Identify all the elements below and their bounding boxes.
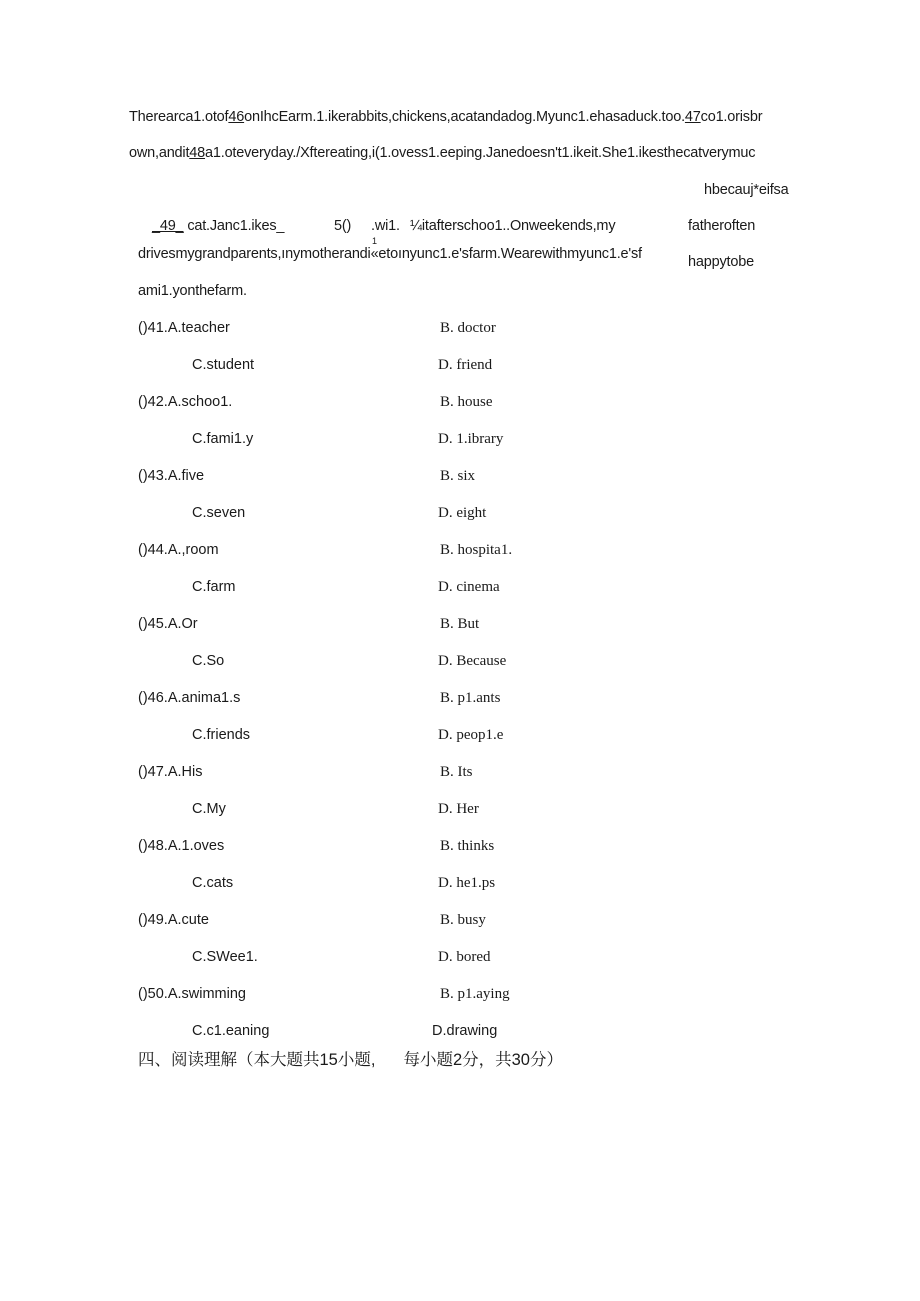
blank-46: 46 (228, 109, 245, 125)
question-45-b: B. But (440, 616, 480, 632)
blank-50: 5() (334, 218, 352, 234)
question-45-a: ()45.A.Or (138, 616, 198, 632)
question-47-b: B. Its (440, 764, 473, 780)
question-45-c: C.So (192, 653, 225, 669)
question-48-b: B. thinks (440, 838, 495, 854)
question-47-a: ()47.A.His (138, 764, 203, 780)
question-49-b: B. busy (440, 912, 486, 928)
passage-line-1: Therearca1.otof46onIhcEarm.1.ikerabbits,chickens,acatandadog.Myunc1.ehasaduck.too.47co1.orisbr (129, 109, 763, 125)
question-41-a: ()41.A.teacher (138, 320, 230, 336)
passage-line-4e: fatheroften (688, 218, 756, 234)
question-41-b: B. doctor (440, 320, 496, 336)
question-43-c: C.seven (192, 505, 246, 521)
passage-line-4c: .wi1. (371, 218, 400, 234)
question-47-c: C.My (192, 801, 226, 817)
question-43-b: B. six (440, 468, 476, 484)
question-46-b: B. p1.ants (440, 690, 501, 706)
stray-mark: 1 (372, 236, 378, 246)
question-50-d: D.drawing (432, 1023, 498, 1038)
question-42-a: ()42.A.schoo1. (138, 394, 233, 410)
question-43-a: ()43.A.five (138, 468, 205, 484)
question-50-c: C.c1.eaning (192, 1023, 270, 1038)
question-50-b: B. p1.aying (440, 986, 510, 1002)
question-47-d: D. Her (438, 801, 479, 817)
question-49-d: D. bored (438, 949, 491, 965)
question-44-c: C.farm (192, 579, 236, 595)
passage-line-5a: drivesmygrandparents,ınymotherandi«etoınyunc1.e'sfarm.Wearewithmyunc1.e'sf (138, 246, 642, 262)
passage-line-6: ami1.yonthefarm. (138, 283, 247, 299)
question-43-d: D. eight (438, 505, 487, 521)
passage-line-4d: ¼itafterschoo1..Onweekends,my (410, 218, 616, 234)
question-42-b: B. house (440, 394, 493, 410)
question-44-d: D. cinema (438, 579, 500, 595)
question-41-c: C.student (192, 357, 255, 373)
section-heading: 四、阅读理解（本大题共15小题, 每小题2分，共30分） (138, 1051, 563, 1069)
question-45-d: D. Because (438, 653, 507, 669)
question-41-d: D. friend (438, 357, 493, 373)
question-44-a: ()44.A.,room (138, 542, 219, 558)
question-46-a: ()46.A.anima1.s (138, 690, 241, 706)
question-48-c: C.cats (192, 875, 234, 891)
question-46-d: D. peop1.e (438, 727, 504, 743)
question-49-a: ()49.A.cute (138, 912, 209, 928)
question-48-a: ()48.A.1.oves (138, 838, 225, 854)
passage-line-5b: happytobe (688, 254, 754, 270)
question-42-d: D. 1.ibrary (438, 431, 504, 447)
passage-line-4a: _49_ cat.Janc1.ikes_ (152, 218, 285, 234)
blank-47: 47 (684, 109, 701, 125)
question-50-a: ()50.A.swimming (138, 986, 246, 1002)
passage-line-3: hbecauj*eifsa (704, 182, 789, 198)
question-48-d: D. he1.ps (438, 875, 496, 891)
blank-49: _49_ (152, 218, 184, 234)
question-49-c: C.SWee1. (192, 949, 258, 965)
question-42-c: C.fami1.y (192, 431, 254, 447)
question-46-c: C.friends (192, 727, 251, 743)
question-44-b: B. hospita1. (440, 542, 513, 558)
blank-48: 48 (189, 145, 206, 161)
passage-line-2: own,andit48a1.oteveryday./Xftereating,i(1.ovess1.eeping.Janedoesn't1.ikeit.She1.ikesthecatverymuc (129, 145, 756, 161)
